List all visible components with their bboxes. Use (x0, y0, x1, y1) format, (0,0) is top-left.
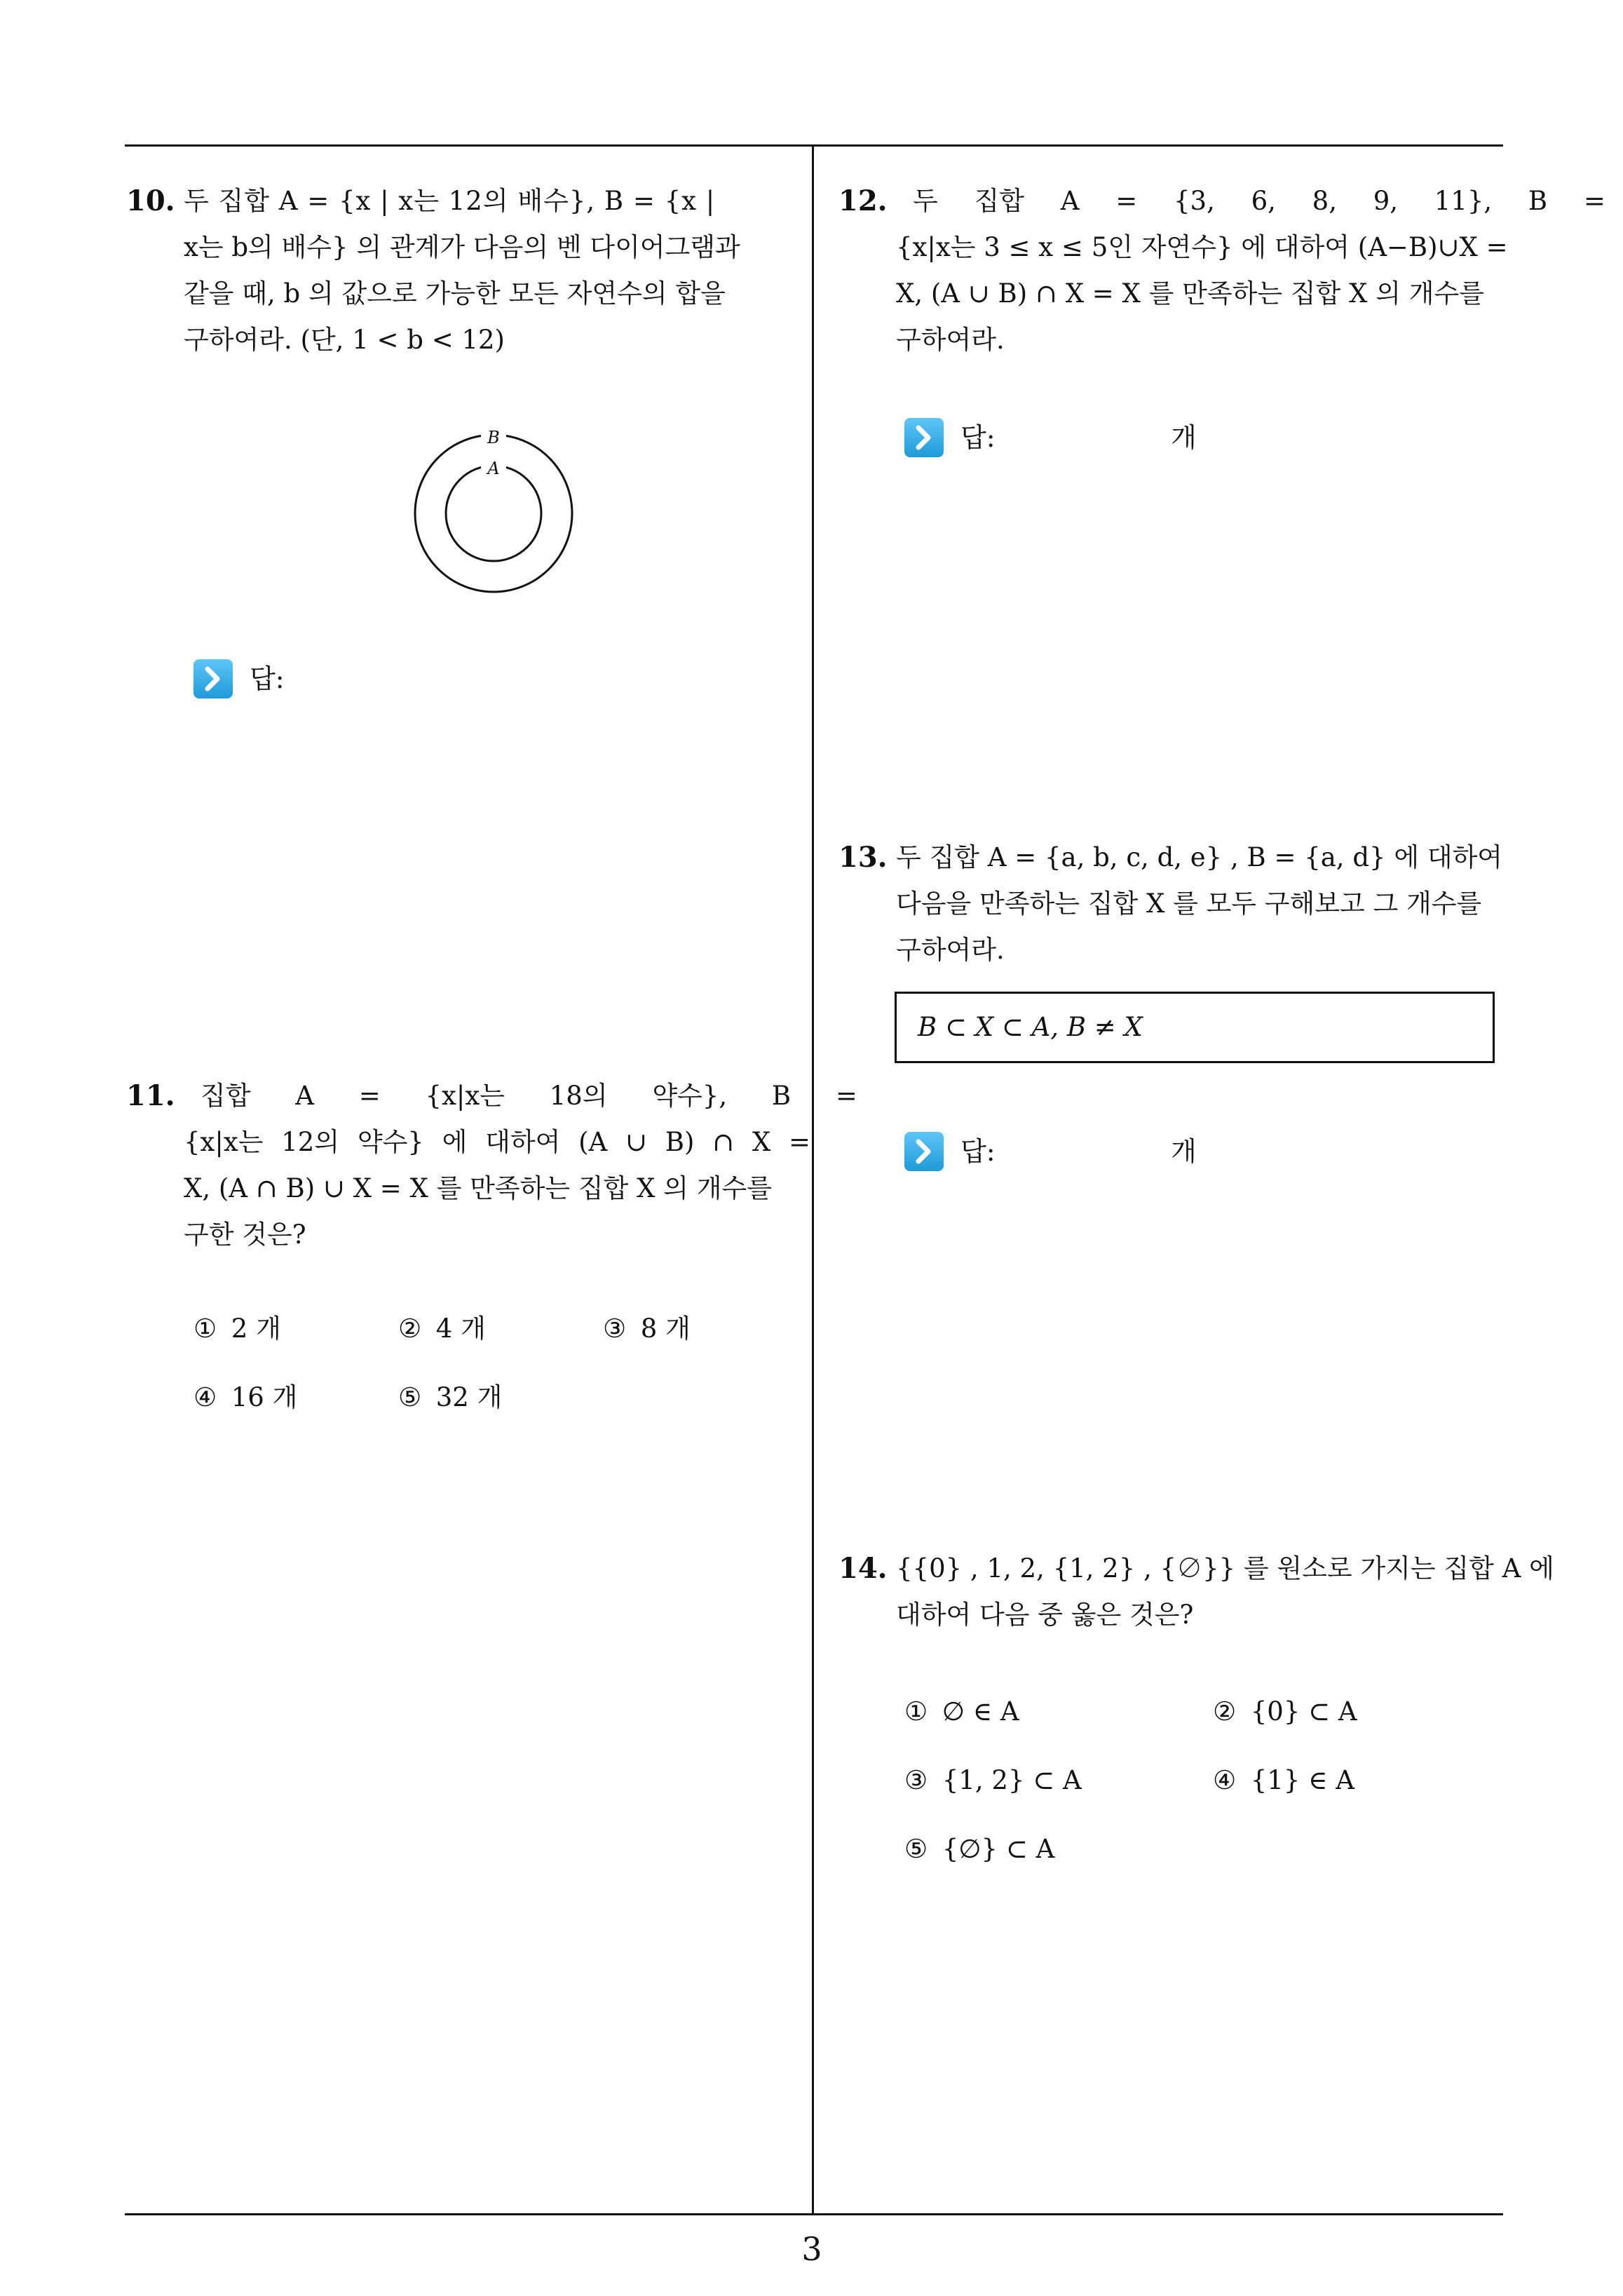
question-text-line: {x|x는 3 ≤ x ≤ 5인 자연수} 에 대하여 (A−B)∪X = (896, 232, 1508, 262)
choice-2[interactable]: ② 4 개 (398, 1314, 486, 1344)
answer-unit: 개 (1171, 422, 1197, 453)
choice-3[interactable]: ③ 8 개 (603, 1314, 691, 1344)
venn-diagram (402, 422, 585, 605)
answer-field[interactable] (904, 418, 996, 457)
question-text-line: {{0} , 1, 2, {1, 2} , {∅}} 를 원소로 가지는 집합 A 에 (896, 1553, 1554, 1583)
choice-5[interactable]: ⑤ {∅} ⊂ A (904, 1834, 1055, 1864)
answer-label: 답: (250, 663, 285, 694)
answer-unit: 개 (1171, 1136, 1197, 1167)
question-text-line: 구하여라. (896, 325, 1005, 355)
question-text-line: 구하여라. (단, 1 < b < 12) (184, 325, 505, 355)
question-11 (126, 1073, 857, 1262)
choice-5[interactable]: ⑤ 32 개 (398, 1382, 503, 1412)
question-text-line: 두 집합 A = {a, b, c, d, e} , B = {a, d} 에 대하여 (896, 842, 1503, 872)
question-text-line: x는 b의 배수} 의 관계가 다음의 벤 다이어그램과 (184, 232, 740, 262)
choice-3[interactable]: ③ {1, 2} ⊂ A (904, 1765, 1082, 1795)
question-text-line: 두 집합 A = {x | x는 12의 배수}, B = {x | (184, 186, 716, 216)
answer-label: 답: (960, 422, 996, 453)
question-number: 13. (838, 841, 888, 874)
question-12 (838, 178, 1605, 360)
answer-field[interactable] (904, 1132, 996, 1171)
page-number: 3 (801, 2230, 822, 2268)
condition-box: B ⊂ X ⊂ A, B ≠ X (895, 992, 1495, 1063)
question-number: 10. (126, 184, 175, 217)
chevron-right-icon (904, 1132, 944, 1171)
question-text-line: 대하여 다음 중 옳은 것은? (896, 1600, 1194, 1630)
question-text-line: 같을 때, b 의 값으로 가능한 모든 자연수의 합을 (184, 278, 726, 309)
top-rule (125, 144, 1503, 147)
question-text-line: 다음을 만족하는 집합 X 를 모두 구해보고 그 개수를 (896, 889, 1482, 919)
question-10 (126, 178, 799, 360)
venn-label-b: B (487, 428, 500, 447)
answer-field[interactable] (193, 659, 285, 698)
chevron-right-icon (904, 418, 944, 457)
question-number: 12. (838, 184, 888, 217)
question-14 (838, 1546, 1554, 1644)
question-13 (838, 835, 1512, 975)
column-divider (812, 144, 814, 2215)
question-text-line: 구하여라. (896, 935, 1005, 965)
question-text-line: 구한 것은? (184, 1220, 306, 1250)
question-number: 14. (838, 1552, 888, 1585)
bottom-rule (125, 2213, 1503, 2215)
question-text-line: {x|x는 12의 약수} 에 대하여 (A ∪ B) ∩ X = (184, 1127, 811, 1157)
choice-4[interactable]: ④ 16 개 (193, 1382, 298, 1412)
choice-2[interactable]: ② {0} ⊂ A (1213, 1696, 1357, 1727)
venn-label-a: A (487, 459, 500, 478)
question-number: 11. (126, 1079, 175, 1112)
answer-label: 답: (960, 1136, 996, 1167)
choice-4[interactable]: ④ {1} ∈ A (1213, 1765, 1355, 1795)
venn-set-a-circle (446, 466, 541, 561)
chevron-right-icon (193, 659, 233, 698)
choice-1[interactable]: ① 2 개 (193, 1314, 281, 1344)
question-text-line: 두 집합 A = {3, 6, 8, 9, 11}, B = (913, 186, 1605, 216)
question-text-line: 집합 A = {x|x는 18의 약수}, B = (201, 1081, 857, 1111)
choice-1[interactable]: ① ∅ ∈ A (904, 1696, 1019, 1727)
question-text-line: X, (A ∪ B) ∩ X = X 를 만족하는 집합 X 의 개수를 (896, 278, 1484, 309)
question-text-line: X, (A ∩ B) ∪ X = X 를 만족하는 집합 X 의 개수를 (184, 1173, 772, 1203)
